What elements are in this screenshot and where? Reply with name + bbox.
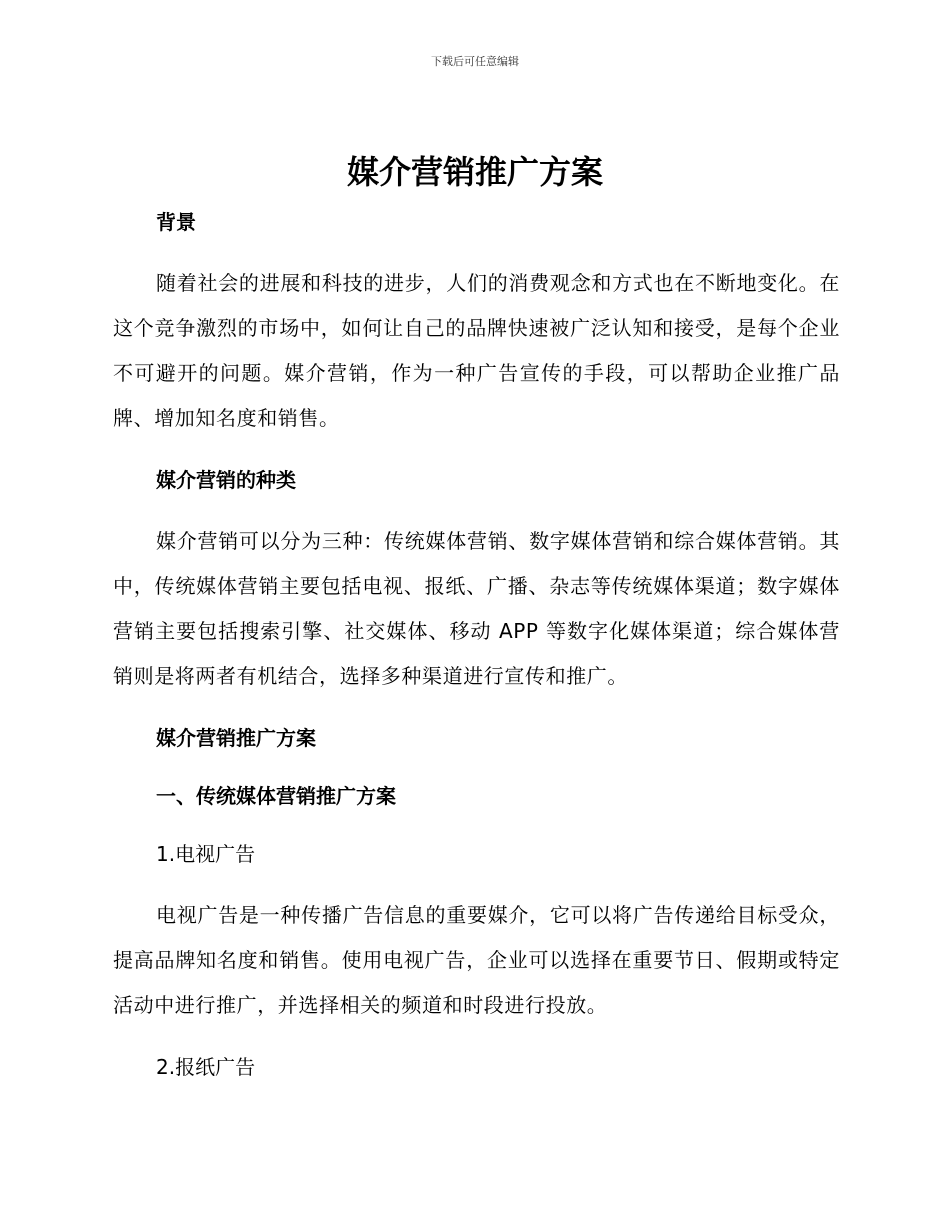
section-heading-background: 背景 (156, 210, 196, 234)
subheading-newspaper-ads: 2.报纸广告 (156, 1055, 256, 1079)
subheading-tv-ads: 1.电视广告 (156, 842, 256, 866)
paragraph-types: 媒介营销可以分为三种：传统媒体营销、数字媒体营销和综合媒体营销。其中，传统媒体营销主要包括电视、报纸、广播、杂志等传统媒体渠道；数字媒体营销主要包括搜索引擎、社交媒体、移动 APP 等数字化媒体渠道；综合媒体营销则是将两者有机结合，选择多种渠道进行宣传和推广。 (113, 529, 840, 688)
paragraph-tv-ads: 电视广告是一种传播广告信息的重要媒介，它可以将广告传递给目标受众，提高品牌知名度和销售。使用电视广告，企业可以选择在重要节日、假期或特定活动中进行推广，并选择相关的频道和时段进行投放。 (113, 903, 840, 1017)
section-heading-types: 媒介营销的种类 (156, 468, 296, 492)
section-heading-plan: 媒介营销推广方案 (156, 726, 316, 750)
paragraph-background: 随着社会的进展和科技的进步，人们的消费观念和方式也在不断地变化。在这个竞争激烈的市场中，如何让自己的品牌快速被广泛认知和接受，是每个企业不可避开的问题。媒介营销，作为一种广告宣传的手段，可以帮助企业推广品牌、增加知名度和销售。 (113, 271, 840, 430)
document-body (113, 205, 840, 1084)
header-note: 下载后可任意编辑 (431, 55, 519, 68)
document-title: 媒介营销推广方案 (346, 153, 603, 191)
section-heading-traditional: 一、传统媒体营销推广方案 (156, 784, 396, 808)
